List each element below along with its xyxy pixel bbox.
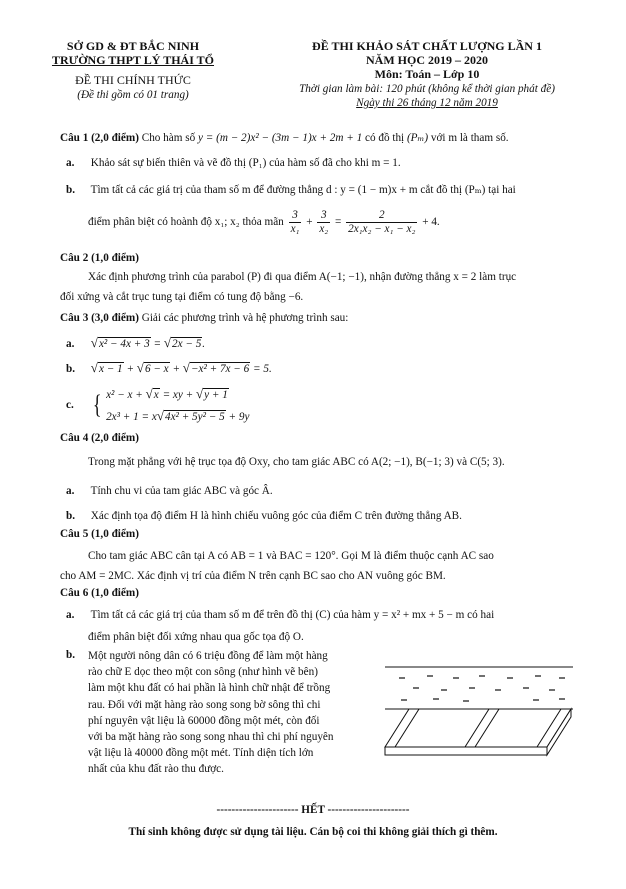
sqrt-icon: √	[90, 335, 98, 350]
q6a-text-2: điểm phân biệt đối xứng nhau qua gốc tọa độ O.	[88, 631, 304, 643]
q1a-label: a.	[66, 157, 75, 169]
q6b-label: b.	[66, 649, 76, 661]
q4a-label: a.	[66, 485, 75, 497]
q5-text-2: cho AM = 2MC. Xác định vị trí của điểm N trên cạnh BC sao cho AN vuông góc BM.	[60, 570, 446, 582]
q3c	[66, 383, 249, 427]
q3c-label: c.	[66, 399, 74, 412]
q1b-text-1: Tìm tất cả các giá trị của tham số m để đường thẳng d : y = (1 − m)x + m cắt đồ thị (Pₘ) tại hai	[90, 184, 516, 196]
q1b-tail: + 4.	[422, 215, 440, 228]
q4a-text: Tính chu vi của tam giác ABC và góc Â.	[90, 485, 273, 497]
q3b-plus-2: +	[172, 363, 180, 375]
q1a-text: Khảo sát sự biến thiên và vẽ đồ thị (P₁) của hàm số đã cho khi m = 1.	[90, 157, 401, 169]
q5-label: Câu 5 (1,0 điểm)	[60, 528, 139, 540]
river-waves	[399, 676, 565, 701]
school-name: TRƯỜNG THPT LÝ THÁI TỔ	[51, 53, 215, 67]
q6b-line: Một người nông dân có 6 triệu đồng để làm một hàng	[88, 650, 328, 662]
q6a	[66, 608, 626, 622]
school-year: NĂM HỌC 2019 – 2020	[366, 53, 488, 67]
q4a	[66, 484, 626, 498]
official-label: ĐỀ THI CHÍNH THỨC	[75, 73, 191, 87]
q1b-condition	[88, 209, 626, 236]
brace-icon: {	[92, 390, 102, 420]
q1-function: y = (m − 2)x² − (3m − 1)x + 2m + 1	[197, 132, 363, 144]
q3b-term-3: −x² + 7x − 6	[190, 363, 250, 375]
q6b-line: rau. Đối với mặt hàng rào song song bờ sông thì chi	[88, 698, 321, 711]
q4b-label: b.	[66, 510, 76, 522]
q3-stem	[60, 311, 626, 325]
q1b-equals: =	[335, 215, 342, 228]
q6a-label: a.	[66, 609, 75, 621]
q1b-fraction-2: $\frac{3}{\text{x₂}}$	[319, 209, 329, 235]
q3a-equals: =	[153, 338, 162, 350]
q1-label: Câu 1 (2,0 điểm)	[60, 132, 139, 144]
e-fence	[385, 709, 571, 755]
pages-note: (Đề thi gồm có 01 trang)	[77, 89, 189, 101]
q3c-system	[106, 383, 249, 427]
q1-stem-mid: có đồ thị	[365, 132, 405, 144]
exam-date: Ngày thi 26 tháng 12 năm 2019	[356, 97, 498, 109]
q3a-label: a.	[66, 338, 75, 350]
q6b-line: rào chữ E dọc theo một con sông (như hình vẽ bên)	[88, 666, 318, 679]
sqrt-icon: √	[136, 360, 144, 375]
q1-stem-pre: Cho hàm số	[141, 132, 196, 144]
q1b-fraction-1: $\frac{3}{\text{x₁}}$	[290, 209, 300, 235]
department-name: SỞ GD & ĐT BẮC NINH	[66, 39, 200, 53]
q3b-plus-1: +	[126, 363, 134, 375]
q1b	[66, 183, 626, 197]
q6b-line: phí nguyên vật liệu là 60000 đồng một mét, còn đối	[88, 714, 320, 727]
footer-note: Thí sinh không được sử dụng tài liệu. Cán bộ coi thi không giải thích gì thêm.	[128, 826, 498, 838]
q4-stem: Trong mặt phẳng với hệ trục tọa độ Oxy, cho tam giác ABC có A(2; −1), B(−1; 3) và C(5; 3).	[88, 456, 505, 468]
exam-title: ĐỀ THI KHẢO SÁT CHẤT LƯỢNG LẦN 1	[312, 39, 542, 53]
fence-diagram	[383, 657, 583, 767]
end-mark: ---------------------- HẾT ----------------------	[216, 804, 410, 816]
q1-stem	[60, 131, 626, 145]
q3a-end: .	[202, 338, 206, 350]
q3b-term-2: 6 − x	[144, 363, 169, 375]
sqrt-icon: √	[163, 335, 171, 350]
q6b	[66, 648, 376, 778]
q6b-line: làm một khu đất có hai phần là hình chữ nhật để trồng	[88, 682, 331, 695]
q3-label: Câu 3 (3,0 điểm)	[60, 312, 139, 324]
q3b	[66, 360, 626, 376]
subject: Môn: Toán – Lớp 10	[374, 67, 480, 81]
q3c-line-2: 2x³ + 1 = x√4x² + 5y² − 5 + 9y	[106, 408, 250, 424]
q3a-rhs: 2x − 5	[172, 338, 202, 350]
q1-graph: (Pₘ)	[406, 132, 429, 144]
q2-label: Câu 2 (1,0 điểm)	[60, 252, 139, 264]
sqrt-icon: √	[182, 360, 190, 375]
q4b	[66, 509, 626, 523]
q3a	[66, 335, 626, 351]
q2-text-2: đối xứng và cắt trục tung tại điểm có tung độ bằng −6.	[60, 291, 304, 303]
q6-label: Câu 6 (1,0 điểm)	[60, 587, 139, 599]
q1b-text-2: điểm phân biệt có hoành độ x₁; x₂ thỏa mãn	[88, 215, 284, 228]
q1a	[66, 156, 626, 170]
q6b-line: vật liệu là 40000 đồng một mét. Tính diện tích lớn	[88, 747, 314, 760]
q1-stem-post: với m là tham số.	[430, 132, 509, 144]
q6b-line: với ba mặt hàng rào song song nhau thì chi phí nguyên	[88, 731, 334, 744]
q3b-label: b.	[66, 363, 76, 375]
q3b-end: = 5.	[253, 363, 272, 375]
q3b-term-1: x − 1	[98, 363, 123, 375]
q3c-line-1: x² − x + √x = xy + √y + 1	[106, 386, 228, 401]
q3a-lhs: x² − 4x + 3	[98, 338, 150, 350]
q1b-fraction-3: $\frac{2}{\text{2x₁x₂ − x₁ − x₂}}$	[348, 209, 416, 235]
q4b-text: Xác định tọa độ điểm H là hình chiếu vuông góc của điểm C trên đường thẳng AB.	[90, 510, 462, 522]
q2-text-1: Xác định phương trình của parabol (P) đi qua điểm A(−1; −1), nhận đường thẳng x = 2 làm trục	[88, 271, 517, 283]
q6b-text	[88, 648, 376, 778]
duration: Thời gian làm bài: 120 phút (không kể thời gian phát đề)	[299, 83, 555, 95]
q3-stem-text: Giải các phương trình và hệ phương trình sau:	[141, 312, 349, 324]
q5-text-1: Cho tam giác ABC cân tại A có AB = 1 và BAC = 120°. Gọi M là điểm thuộc cạnh AC sao	[88, 550, 494, 562]
sqrt-icon: √	[90, 360, 98, 375]
q1b-plus: +	[306, 215, 313, 228]
q6b-line: nhất của khu đất rào thu được.	[88, 763, 224, 776]
q6a-text-1: Tìm tất cả các giá trị của tham số m để trên đồ thị (C) của hàm y = x² + mx + 5 − m có hai	[90, 609, 495, 621]
q1b-label: b.	[66, 184, 76, 196]
q4-label: Câu 4 (2,0 điểm)	[60, 432, 139, 444]
